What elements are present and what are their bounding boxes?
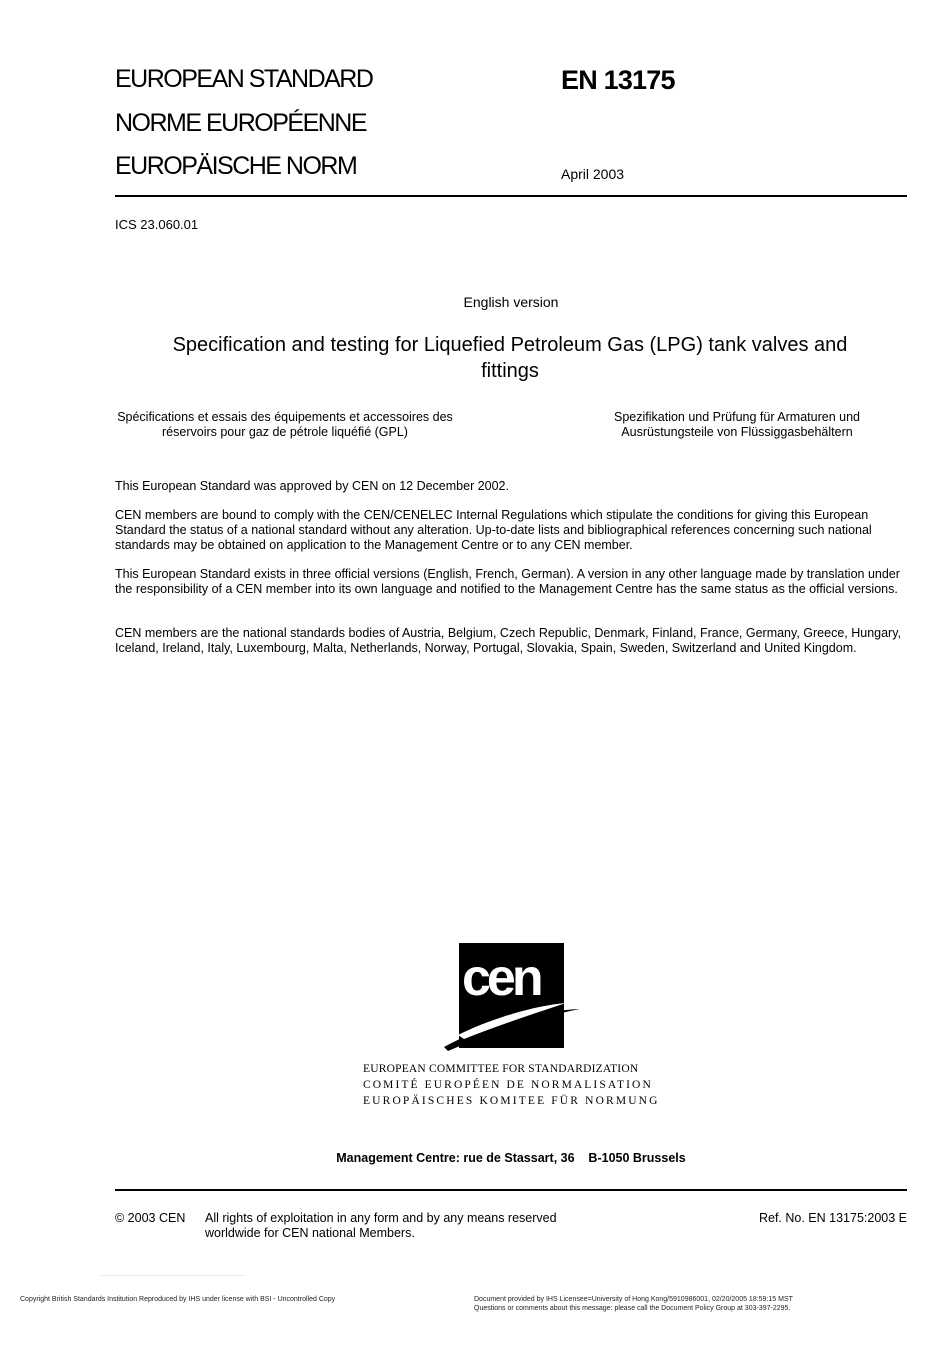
title-french: Spécifications et essais des équipements et accessoires des réservoirs pour gaz de pétrole liquéfié (GPL): [117, 410, 453, 439]
language-version: English version: [463, 294, 559, 310]
copyright-notice: © 2003 CEN: [115, 1211, 186, 1225]
standard-number: EN 13175: [561, 65, 675, 95]
license-footer-left: Copyright British Standards Institution Reproduced by IHS under license with BSI - Uncontrolled Copy: [20, 1296, 336, 1303]
standard-title-fr: NORME EUROPÉENNE: [115, 109, 367, 137]
versions-paragraph: This European Standard exists in three official versions (English, French, German). A version in any other language made by translation under the responsibility of a CEN member into its own language and notified to the Management Centre has the same status as the official versions.: [115, 567, 900, 596]
rights-statement: All rights of exploitation in any form and by any means reserved worldwide for CEN national Members.: [205, 1211, 557, 1240]
cen-logo-text: cen: [462, 949, 540, 1007]
ics-code: ICS 23.060.01: [115, 217, 199, 232]
cen-logo: [444, 943, 580, 1051]
committee-name-fr: COMITÉ EUROPÉEN DE NORMALISATION: [363, 1079, 653, 1091]
license-footer-right: Document provided by IHS Licensee=University of Hong Kong/5910986001, 02/20/2005 18:59:15 MST Questions or comments about this message: please call the Document Policy Group at 303-397-2295.: [474, 1296, 793, 1312]
committee-name-de: EUROPÄISCHES KOMITEE FÜR NORMUNG: [363, 1095, 660, 1107]
document-title: Specification and testing for Liquefied Petroleum Gas (LPG) tank valves and fittings: [172, 334, 848, 382]
footer-divider: [115, 1189, 907, 1191]
standard-title-en: EUROPEAN STANDARD: [115, 65, 373, 93]
header-divider: [115, 195, 907, 197]
title-german: Spezifikation und Prüfung für Armaturen und Ausrüstungsteile von Flüssiggasbehältern: [614, 410, 860, 439]
members-paragraph: CEN members are the national standards bodies of Austria, Belgium, Czech Republic, Denmark, Finland, France, Germany, Greece, Hungary, Iceland, Ireland, Italy, Luxembourg, Malta, Netherlands, Norway, Portugal, Slovakia, Spain, Sweden, Switzerland and United Kingdom.: [115, 626, 902, 655]
faint-divider: [100, 1275, 245, 1276]
management-centre-address: Management Centre: rue de Stassart, 36 B-1050 Brussels: [336, 1151, 686, 1165]
reference-number: Ref. No. EN 13175:2003 E: [758, 1211, 907, 1225]
standard-title-de: EUROPÄISCHE NORM: [115, 152, 357, 180]
publication-date: April 2003: [561, 166, 625, 182]
approval-paragraph: This European Standard was approved by CEN on 12 December 2002.: [115, 479, 509, 493]
committee-name-en: EUROPEAN COMMITTEE FOR STANDARDIZATION: [363, 1063, 639, 1075]
regulations-paragraph: CEN members are bound to comply with the CEN/CENELEC Internal Regulations which stipulate the conditions for giving this European Standard the status of a national standard without any alteration. Up-to-date lists and bibliographical references concerning such national standards may be obtained on application to the Management Centre or to any CEN member.: [115, 508, 872, 552]
